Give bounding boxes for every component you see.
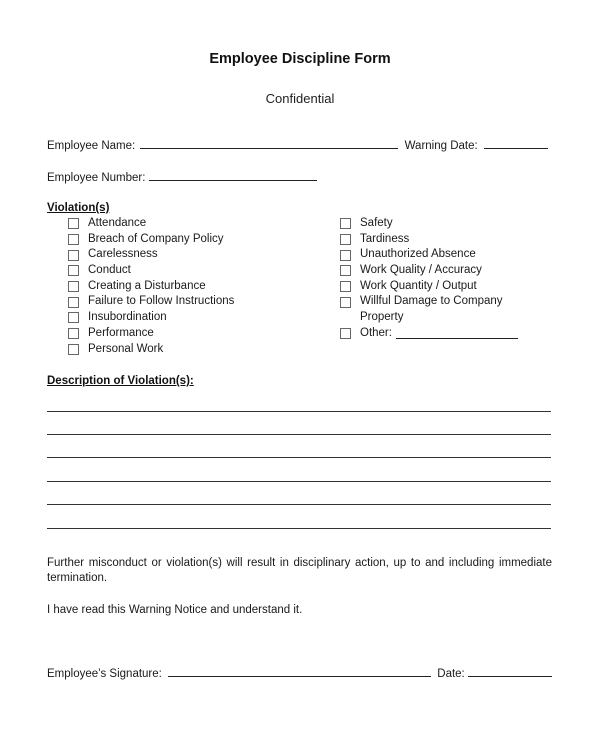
checkbox[interactable] (340, 328, 351, 339)
employee-name-label: Employee Name: (47, 140, 136, 152)
checkbox[interactable] (68, 250, 79, 261)
acknowledgement-notice: I have read this Warning Notice and understand it. (47, 604, 303, 616)
checkbox[interactable] (340, 218, 351, 229)
employee-name-row (47, 138, 548, 152)
warning-date-label: Warning Date: (404, 140, 478, 152)
checkbox[interactable] (68, 312, 79, 323)
checkbox[interactable] (68, 344, 79, 355)
checkbox[interactable] (340, 234, 351, 245)
description-line[interactable] (47, 528, 551, 529)
checkbox[interactable] (68, 218, 79, 229)
violation-checkbox-item[interactable]: Work Quantity / Output (340, 279, 518, 295)
description-line[interactable] (47, 481, 551, 482)
violation-checkbox-item[interactable]: Carelessness (68, 247, 234, 263)
violation-checkbox-item[interactable]: Creating a Disturbance (68, 279, 234, 295)
violation-checkbox-item[interactable]: Failure to Follow Instructions (68, 294, 234, 310)
description-line[interactable] (47, 504, 551, 505)
violation-checkbox-other[interactable]: Other: (340, 326, 518, 342)
checkbox[interactable] (68, 234, 79, 245)
employee-number-label: Employee Number: (47, 172, 146, 184)
violation-item-continuation: Property (360, 311, 404, 324)
checkbox[interactable] (68, 265, 79, 276)
description-line[interactable] (47, 411, 551, 412)
signature-label: Employee’s Signature: (47, 668, 162, 680)
employee-name-field[interactable] (140, 138, 398, 149)
employee-number-row (47, 170, 317, 184)
date-label: Date: (437, 668, 465, 680)
violation-checkbox-item[interactable]: Willful Damage to Company (340, 294, 518, 310)
checkbox[interactable] (68, 297, 79, 308)
violation-checkbox-item[interactable]: Insubordination (68, 310, 234, 326)
misconduct-notice: Further misconduct or violation(s) will result in disciplinary action, up to and including immediate termination. (47, 557, 552, 584)
checkbox[interactable] (340, 265, 351, 276)
violation-checkbox-item[interactable]: Safety (340, 216, 518, 232)
violation-checkbox-item[interactable]: Conduct (68, 263, 234, 279)
description-line[interactable] (47, 434, 551, 435)
violation-checkbox-item[interactable]: Breach of Company Policy (68, 232, 234, 248)
checkbox[interactable] (340, 250, 351, 261)
violation-checkbox-item[interactable]: Attendance (68, 216, 234, 232)
violations-left-column (68, 216, 234, 357)
description-line[interactable] (47, 457, 551, 458)
checkbox[interactable] (340, 297, 351, 308)
form-title: Employee Discipline Form (209, 51, 391, 67)
checkbox[interactable] (68, 281, 79, 292)
violations-right-column (340, 216, 518, 342)
warning-date-field[interactable] (484, 138, 548, 149)
date-field[interactable] (468, 666, 552, 677)
signature-field[interactable] (168, 666, 431, 677)
description-heading: Description of Violation(s): (47, 375, 194, 387)
other-violation-field[interactable] (396, 328, 518, 339)
violation-checkbox-item[interactable]: Work Quality / Accuracy (340, 263, 518, 279)
employee-number-field[interactable] (149, 170, 317, 181)
signature-row (47, 666, 552, 680)
checkbox[interactable] (340, 281, 351, 292)
violation-checkbox-item[interactable]: Unauthorized Absence (340, 247, 518, 263)
violation-checkbox-item[interactable]: Personal Work (68, 342, 234, 358)
violation-checkbox-item[interactable]: Performance (68, 326, 234, 342)
violation-checkbox-item[interactable]: Tardiness (340, 232, 518, 248)
checkbox[interactable] (68, 328, 79, 339)
form-subtitle: Confidential (265, 91, 335, 106)
violations-heading: Violation(s) (47, 202, 110, 214)
